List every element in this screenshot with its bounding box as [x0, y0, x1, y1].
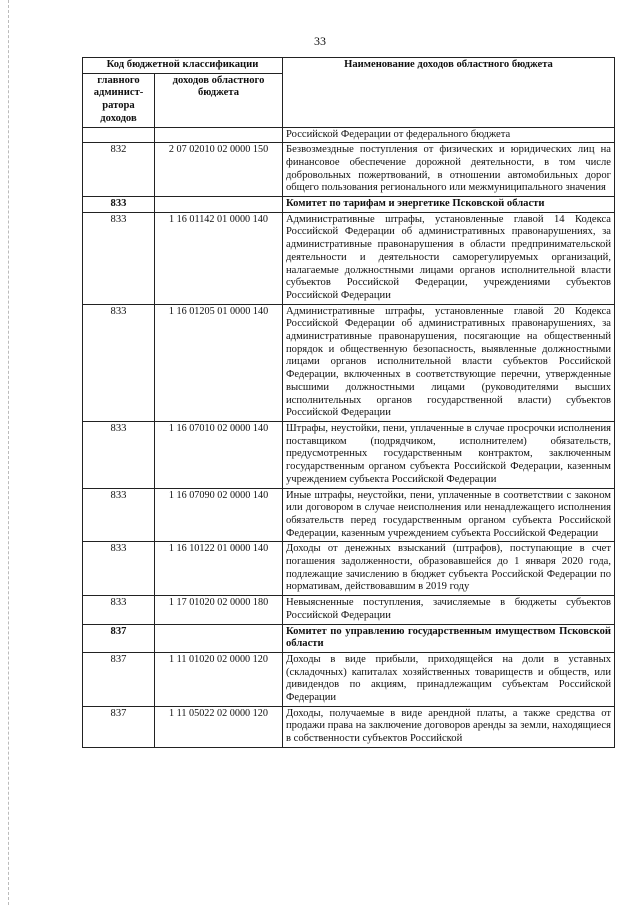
header-group-title: Код бюджетной классификации	[83, 58, 283, 74]
revenue-code-cell: 1 16 07010 02 0000 140	[155, 421, 283, 488]
admin-code-cell: 833	[83, 421, 155, 488]
revenue-code-cell: 1 16 10122 01 0000 140	[155, 542, 283, 596]
admin-code-cell: 833	[83, 212, 155, 304]
revenue-code-cell	[155, 127, 283, 143]
revenue-name-cell: Комитет по управлению государственным имуществом Псковской области	[283, 624, 615, 652]
admin-code-cell: 833	[83, 596, 155, 624]
revenue-code-cell: 1 16 07090 02 0000 140	[155, 488, 283, 542]
table-row	[83, 488, 615, 542]
table-row	[83, 542, 615, 596]
admin-code-cell: 833	[83, 304, 155, 421]
revenue-code-cell: 1 16 01142 01 0000 140	[155, 212, 283, 304]
table-row	[83, 624, 615, 652]
header-col-name: Наименование доходов областного бюджета	[283, 58, 615, 128]
revenue-name-cell: Административные штрафы, установленные главой 14 Кодекса Российской Федерации об административных правонарушениях, за административные правонарушения в области предпринимательской деятельности и деятельности саморегулируемых организаций, налагаемые должностными лицами органов исполнительной власти субъектов Российской Федерации, учреждениями субъектов Российской Федерации	[283, 212, 615, 304]
table-row	[83, 304, 615, 421]
table-row	[83, 197, 615, 213]
scan-edge	[8, 0, 10, 905]
revenue-name-cell: Российской Федерации от федерального бюджета	[283, 127, 615, 143]
revenue-name-cell: Доходы, получаемые в виде арендной платы, а также средства от продажи права на заключение договоров аренды за земли, находящиеся в собственности субъектов Российской	[283, 706, 615, 747]
revenue-name-cell: Комитет по тарифам и энергетике Псковской области	[283, 197, 615, 213]
revenue-name-cell: Невыясненные поступления, зачисляемые в бюджеты субъектов Российской Федерации	[283, 596, 615, 624]
admin-code-cell: 833	[83, 542, 155, 596]
admin-code-cell: 832	[83, 143, 155, 197]
admin-code-cell: 833	[83, 488, 155, 542]
table-row	[83, 143, 615, 197]
header-col-admin: главного админист-ратора доходов	[83, 73, 155, 127]
table-body	[83, 127, 615, 747]
revenue-name-cell: Доходы от денежных взысканий (штрафов), поступающие в счет погашения задолженности, образовавшейся до 1 января 2020 года, подлежащие зачислению в бюджет субъекта Российской Федерации по нормативам, действовавшим в 2019 году	[283, 542, 615, 596]
revenue-code-cell	[155, 624, 283, 652]
revenue-name-cell: Административные штрафы, установленные главой 20 Кодекса Российской Федерации об административных правонарушениях, за административные правонарушения, посягающие на общественный порядок и общественную безопасность, выявленные должностными лицами органов исполнительной власти субъектов Российской Федерации, включенных в соответствующие перечни, утвержденные высшими должностными лицами (руководителями высших исполнительных органов государственной власти) субъектов Российской Федерации	[283, 304, 615, 421]
header-row-top	[83, 58, 615, 74]
revenue-code-cell: 1 16 01205 01 0000 140	[155, 304, 283, 421]
admin-code-cell: 833	[83, 197, 155, 213]
revenue-code-cell: 2 07 02010 02 0000 150	[155, 143, 283, 197]
table-row	[83, 127, 615, 143]
table-row	[83, 421, 615, 488]
admin-code-cell	[83, 127, 155, 143]
revenue-code-cell: 1 17 01020 02 0000 180	[155, 596, 283, 624]
header-col-code: доходов областного бюджета	[155, 73, 283, 127]
revenue-name-cell: Доходы в виде прибыли, приходящейся на доли в уставных (складочных) капиталах хозяйственных товариществ и обществ, или дивидендов по акциям, принадлежащим субъектам Российской Федерации	[283, 652, 615, 706]
revenue-code-cell: 1 11 01020 02 0000 120	[155, 652, 283, 706]
revenue-name-cell: Штрафы, неустойки, пени, уплаченные в случае просрочки исполнения поставщиком (подрядчиком, исполнителем) обязательств, предусмотренных государственным контрактом, заключенным государственным органом субъекта Российской Федерации, казенным учреждением субъекта Российской Федерации	[283, 421, 615, 488]
admin-code-cell: 837	[83, 624, 155, 652]
table-row	[83, 652, 615, 706]
admin-code-cell: 837	[83, 652, 155, 706]
table-row	[83, 706, 615, 747]
table-row	[83, 596, 615, 624]
page-number: 33	[314, 34, 326, 48]
budget-classification-table	[82, 57, 615, 748]
revenue-name-cell: Безвозмездные поступления от физических и юридических лиц на финансовое обеспечение дорожной деятельности, в том числе добровольных пожертвований, в отношении автомобильных дорог общего пользования регионального или межмуниципального значения	[283, 143, 615, 197]
revenue-code-cell	[155, 197, 283, 213]
admin-code-cell: 837	[83, 706, 155, 747]
table-row	[83, 212, 615, 304]
revenue-name-cell: Иные штрафы, неустойки, пени, уплаченные в соответствии с законом или договором в случае неисполнения или ненадлежащего исполнения обязательств перед государственным органом субъекта Российской Федерации, казенным учреждением субъекта Российской Федерации	[283, 488, 615, 542]
revenue-code-cell: 1 11 05022 02 0000 120	[155, 706, 283, 747]
